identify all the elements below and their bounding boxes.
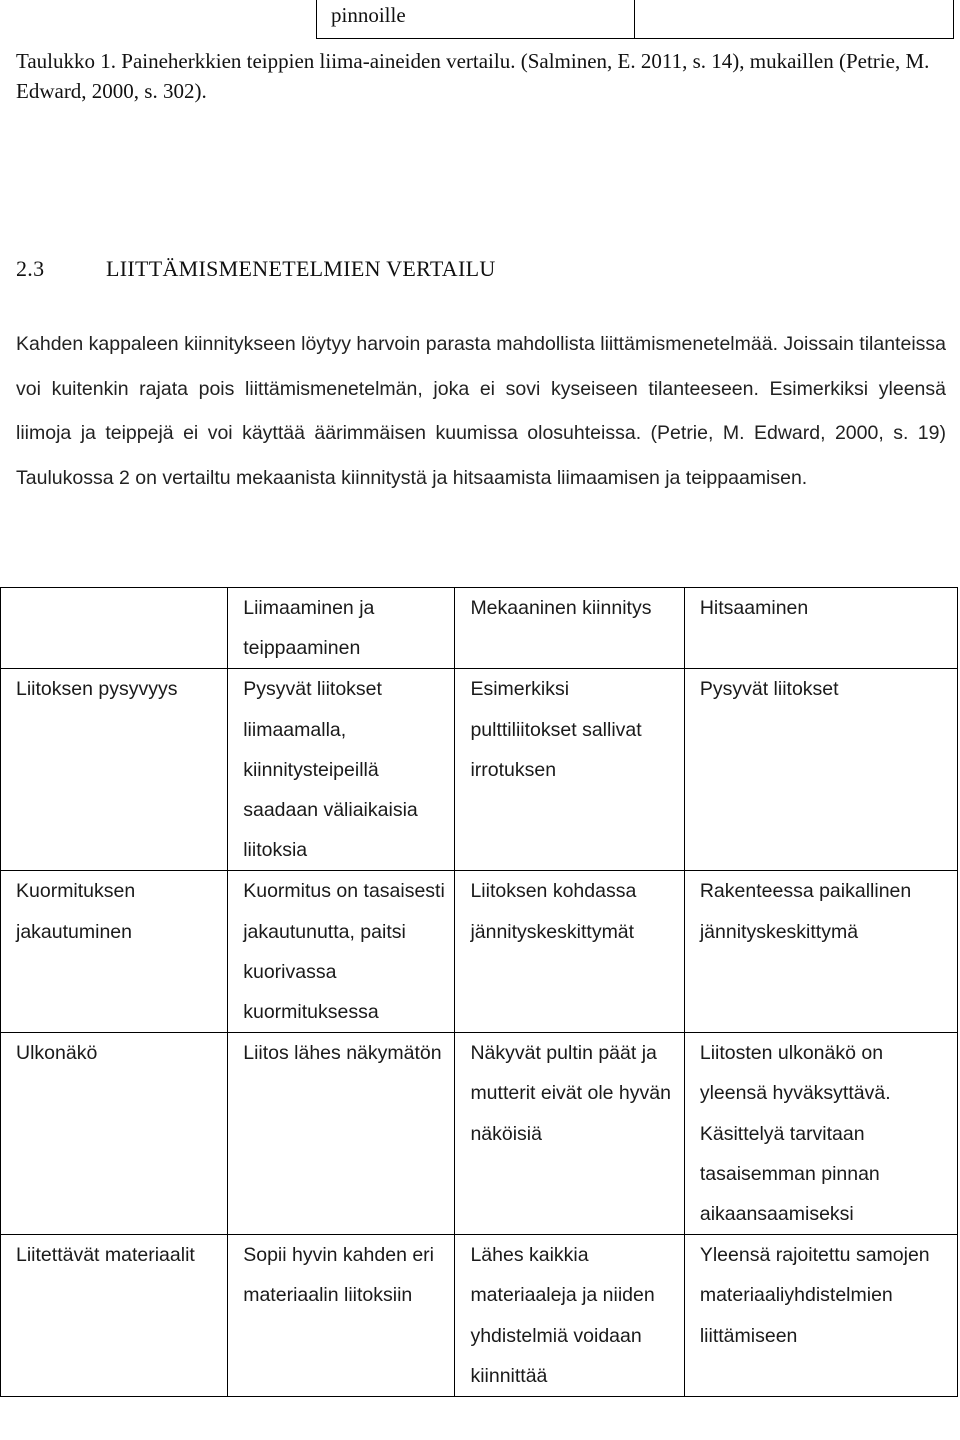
table-header-cell: Mekaaninen kiinnitys [455, 588, 684, 669]
comparison-table [0, 587, 958, 1397]
table-row [1, 1033, 958, 1235]
table-cell [634, 0, 954, 39]
table-header-row [1, 588, 958, 669]
table-cell: Kuormitus on tasaisesti jakautunutta, paitsi kuorivassa kuormituksessa [228, 871, 455, 1033]
table-row [1, 871, 958, 1033]
table-cell [316, 0, 635, 39]
table-cell: Esimerkiksi pulttiliitokset sallivat irrotuksen [455, 669, 684, 871]
table-cell: Lähes kaikkia materiaaleja ja niiden yhdistelmiä voidaan kiinnittää [455, 1235, 684, 1397]
table-row-label: Ulkonäkö [1, 1033, 228, 1235]
table-row-label: Liitettävät materiaalit [1, 1235, 228, 1397]
table-cell: Yleensä rajoitettu samojen materiaaliyhdistelmien liittämiseen [684, 1235, 957, 1397]
table-cell: Pysyvät liitokset [684, 669, 957, 871]
table-row [1, 1235, 958, 1397]
previous-table-fragment [316, 0, 960, 38]
section-number: 2.3 [16, 256, 45, 281]
table-row-label: Kuormituksen jakautuminen [1, 871, 228, 1033]
table-row [1, 669, 958, 871]
table-cell: Sopii hyvin kahden eri materiaalin liitoksiin [228, 1235, 455, 1397]
section-heading [16, 256, 496, 282]
section-title: LIITTÄMISMENETELMIEN VERTAILU [106, 256, 496, 281]
table-cell: Näkyvät pultin päät ja mutterit eivät ole hyvän näköisiä [455, 1033, 684, 1235]
table-header-cell [1, 588, 228, 669]
table-header-cell: Hitsaaminen [684, 588, 957, 669]
table-cell-text: pinnoille [331, 3, 406, 27]
table-cell: Pysyvät liitokset liimaamalla, kiinnitysteipeillä saadaan väliaikaisia liitoksia [228, 669, 455, 871]
table-cell: Liitoksen kohdassa jännityskeskittymät [455, 871, 684, 1033]
table-header-cell: Liimaaminen ja teippaaminen [228, 588, 455, 669]
table-cell: Liitos lähes näkymätön [228, 1033, 455, 1235]
table-cell: Rakenteessa paikallinen jännityskeskittymä [684, 871, 957, 1033]
table-row-label: Liitoksen pysyvyys [1, 669, 228, 871]
body-paragraph: Kahden kappaleen kiinnitykseen löytyy harvoin parasta mahdollista liittämismenetelmää. Joissain tilanteissa voi kuitenkin rajata pois liittämismenetelmän, joka ei sovi kyseiseen tilanteeseen. Esimerkiksi yleensä liimoja ja teippejä ei voi käyttää äärimmäisen kuumissa olosuhteissa. (Petrie, M. Edward, 2000, s. 19) Taulukossa 2 on vertailtu mekaanista kiinnitystä ja hitsaamista liimaamisen ja teippaamisen. [16, 333, 946, 489]
table-cell: Liitosten ulkonäkö on yleensä hyväksyttävä. Käsittelyä tarvitaan tasaisemman pinnan aikaansaamiseksi [684, 1033, 957, 1235]
table-caption: Taulukko 1. Paineherkkien teippien liima-aineiden vertailu. (Salminen, E. 2011, s. 14), mukaillen (Petrie, M. Edward, 2000, s. 302). [16, 49, 930, 103]
